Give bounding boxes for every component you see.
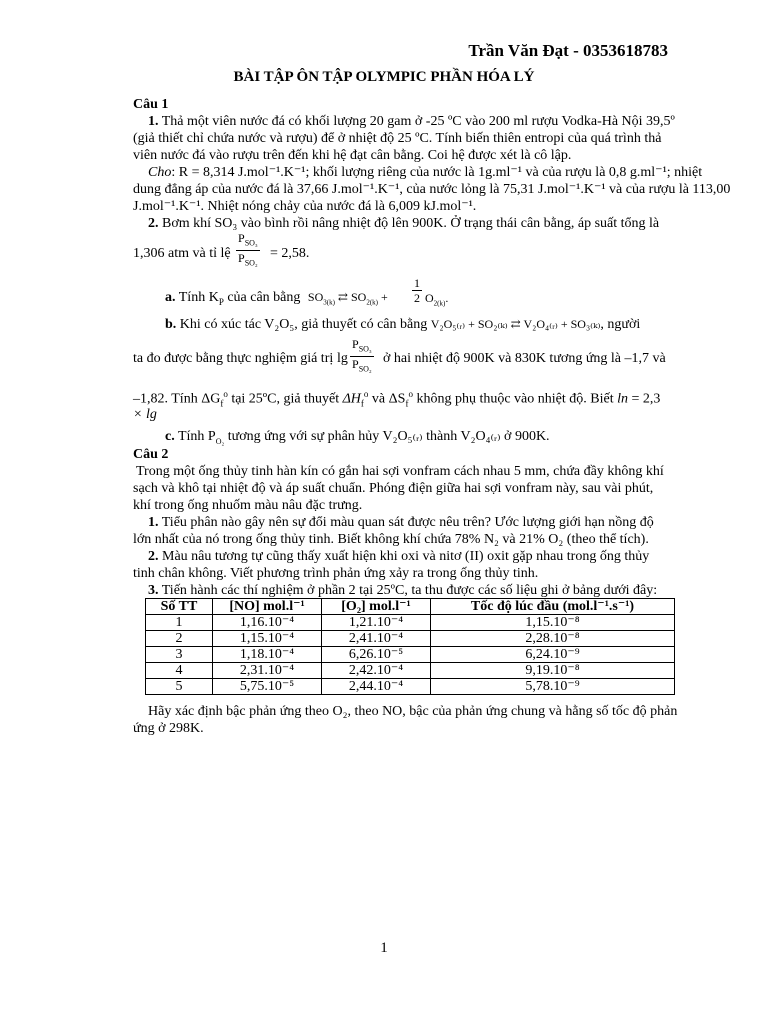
table-cell: 5 (146, 679, 213, 695)
given-text-1: : R = 8,314 J.mol⁻¹.K⁻¹; khối lượng riêng của nước là 1g.ml⁻¹ và của rượu là 0,8 g.ml⁻¹; nhiệt (171, 165, 703, 180)
table-cell: 9,19.10⁻⁸ (431, 663, 675, 679)
q1-part-b-line2b: ở hai nhiệt độ 900K và 830K tương ứng là –1,7 và (383, 351, 666, 366)
q1-given-line2: dung đẳng áp của nước đá là 37,66 J.mol⁻¹.K⁻¹, của nước lỏng là 75,31 J.mol⁻¹.K⁻¹ và của rượu là 113,00 (133, 182, 731, 197)
equilibrium-equation-a-end: $O_{2(k)}$. (425, 291, 449, 308)
q2-final-line1: Hãy xác định bậc phản ứng theo O₂, theo NO, bậc của phản ứng chung và hằng số tốc độ phản (148, 704, 678, 719)
table-row (146, 615, 675, 631)
table-row (146, 663, 675, 679)
question-2-heading: Câu 2 (133, 447, 169, 462)
lg-label: lg (337, 351, 348, 366)
ratio-value: = 2,58. (270, 246, 310, 261)
part-c-label: c. (165, 429, 175, 444)
table-row (146, 631, 675, 647)
q1-part-b-line3: –1,82. Tính $\Delta G_f^o$ tại 25ºC, giả thuyết $\Delta H_f^o$ và $\Delta S_f^o$ không phụ thuộc vào nhiệt độ. Biết ln = 2,3 (133, 389, 661, 409)
table-cell: 4 (146, 663, 213, 679)
q1-part-c: c. Tính $P_{O_2}$ tương ứng với sự phân hủy V₂O₅₍ᵣ₎ thành V₂O₄₍ᵣ₎ ở 900K. (165, 429, 550, 446)
table-cell: 2,41.10⁻⁴ (322, 631, 431, 647)
q1-part1-line3: viên nước đá vào rượu trên đến khi hệ đạt cân bằng. Coi hệ được xét là cô lập. (133, 148, 572, 163)
equilibrium-equation-a: $SO_{3(k)}$ ⇄ $SO_{2(k)}$ + (307, 290, 388, 307)
question-1-heading: Câu 1 (133, 97, 169, 112)
q2-intro-line3: khí trong ống nhuốm màu nâu đặc trưng. (133, 498, 363, 513)
table-header-row (146, 599, 675, 615)
part-a-label: a. (165, 290, 176, 305)
table-cell: 1,21.10⁻⁴ (322, 615, 431, 631)
q1-part1-line2: (giả thiết chỉ chứa nước và rượu) để ở nhiệt độ 25 ºC. Tính biến thiên entropi của quá trình thả (133, 131, 662, 146)
header-no-conc: [NO] mol.l⁻¹ (213, 599, 322, 615)
ratio-denominator: P (238, 251, 245, 266)
q2-part1-line1: 1. Tiểu phân nào gây nên sự đổi màu quan sát được nêu trên? Ước lượng giới hạn nồng độ (148, 515, 654, 530)
q1-part2-line1 (148, 215, 659, 232)
ratio-numerator: P (238, 231, 245, 245)
table-cell: 1,18.10⁻⁴ (213, 647, 322, 663)
table-cell: 3 (146, 647, 213, 663)
table-cell: 6,24.10⁻⁹ (431, 647, 675, 663)
table-row (146, 647, 675, 663)
q2-part3-line1: 3. Tiến hành các thí nghiệm ở phần 2 tại 25ºC, ta thu được các số liệu ghi ở bảng dưới đây: (148, 583, 658, 598)
lg-ratio-fraction: $P_{SO_3}$ $P_{SO_2}$ (352, 337, 372, 374)
equilibrium-equation-b: V₂O₅₍ᵣ₎ + SO₂₍ₖ₎ ⇄ V₂O₄₍ᵣ₎ + SO₃₍ₖ₎ (430, 317, 601, 331)
table-cell: 1,16.10⁻⁴ (213, 615, 322, 631)
table-cell: 2,44.10⁻⁴ (322, 679, 431, 695)
q2-part2-line1: 2. Màu nâu tương tự cũng thấy xuất hiện khi oxi và nitơ (II) oxit gặp nhau trong ống thủy (148, 549, 650, 564)
ratio-fraction: $P_{SO_3}$ $P_{SO_2}$ (238, 231, 258, 268)
q1-part1-line1 (148, 113, 675, 130)
q1-given-line3: J.mol⁻¹.K⁻¹. Nhiệt nóng chảy của nước đá là 6,009 kJ.mol⁻¹. (133, 199, 477, 214)
q1-part2-text: Bơm khí SO₃ vào bình rồi nâng nhiệt độ lên 900K. Ở trạng thái cân bằng, áp suất tổng là (162, 216, 660, 231)
given-label: Cho (148, 165, 172, 180)
table-cell: 1,15.10⁻⁴ (213, 631, 322, 647)
q2-final-line2: ứng ở 298K. (133, 721, 204, 736)
table-cell: 5,75.10⁻⁵ (213, 679, 322, 695)
header-o2-conc: [O₂] mol.l⁻¹ (322, 599, 431, 615)
header-index: Số TT (146, 599, 213, 615)
table-cell: 6,26.10⁻⁵ (322, 647, 431, 663)
table-cell: 2 (146, 631, 213, 647)
q1-ratio-intro: 1,306 atm và tỉ lệ (133, 246, 231, 261)
table-cell: 1,15.10⁻⁸ (431, 615, 675, 631)
table-cell: 2,42.10⁻⁴ (322, 663, 431, 679)
q1-part-a: a. Tính $K_P$ của cân bằng $SO_{3(k)}$ ⇄ $SO_{2(k)}$ + (165, 290, 388, 307)
author-line: Trần Văn Đạt - 0353618783 (468, 41, 668, 60)
q1-part2-number: 2. (148, 216, 159, 231)
q2-part1-line2: lớn nhất của nó trong ống thủy tinh. Biết không khí chứa 78% N₂ và 21% O₂ (theo thể tích). (133, 532, 649, 547)
header-initial-rate: Tốc độ lúc đầu (mol.l⁻¹.s⁻¹) (431, 599, 675, 615)
page-title: BÀI TẬP ÔN TẬP OLYMPIC PHẦN HÓA LÝ (233, 69, 535, 85)
table-row (146, 679, 675, 695)
rate-data-table (145, 598, 675, 695)
q1-part-b-line4: × lg (133, 407, 157, 422)
table-cell: 1 (146, 615, 213, 631)
q2-part2-line2: tinh chân không. Viết phương trình phản ứng xảy ra trong ống thủy tinh. (133, 566, 539, 581)
q1-given-line1 (148, 164, 702, 181)
q2-intro-line2: sạch và khô tại nhiệt độ và áp suất chuẩn. Phóng điện giữa hai sợi vonfram này, sau vài phút, (133, 481, 654, 496)
q2-intro-line1: Trong một ống thủy tinh hàn kín có gắn hai sợi vonfram cách nhau 5 mm, chứa đầy không khí (136, 464, 664, 479)
q1-part1-number: 1. (148, 114, 159, 129)
q1-part1-text: Thả một viên nước đá có khối lượng 20 gam ở -25 ºC vào 200 ml rượu Vodka-Hà Nội 39,5º (161, 114, 675, 129)
part-b-label: b. (165, 317, 177, 332)
table-cell: 2,31.10⁻⁴ (213, 663, 322, 679)
table-cell: 5,78.10⁻⁹ (431, 679, 675, 695)
half-fraction: $\frac{1}{2}$ (414, 276, 420, 305)
q1-part-b-line1: b. Khi có xúc tác V₂O₅, giả thuyết có cân bằng V₂O₅₍ᵣ₎ + SO₂₍ₖ₎ ⇄ V₂O₄₍ᵣ₎ + SO₃₍ₖ₎, người (165, 317, 641, 332)
page-number: 1 (380, 940, 388, 956)
table-cell: 2,28.10⁻⁸ (431, 631, 675, 647)
q1-part-b-line2a: ta đo được bằng thực nghiệm giá trị (133, 351, 334, 366)
